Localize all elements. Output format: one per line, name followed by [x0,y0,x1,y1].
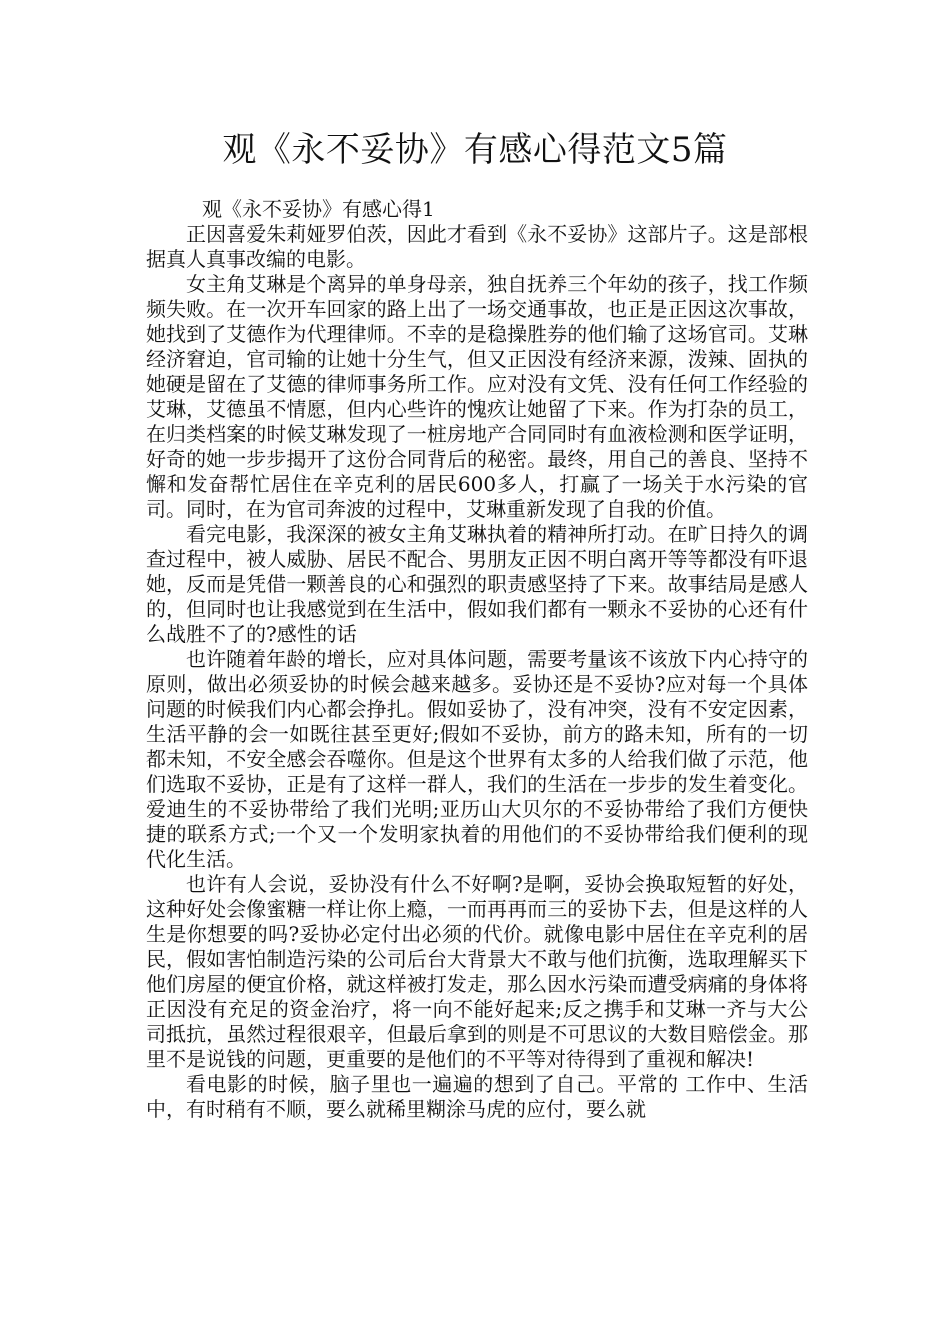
paragraph: 女主角艾琳是个离异的单身母亲，独自抚养三个年幼的孩子，找工作频频失败。在一次开车回家的路上出了一场交通事故，也正是正因这次事故，她找到了艾德作为代理律师。不幸的是稳操胜券的他们输了这场官司。艾琳经济窘迫，官司输的让她十分生气，但又正因没有经济来源，泼辣、固执的她硬是留在了艾德的律师事务所工作。应对没有文凭、没有任何工作经验的艾琳，艾德虽不情愿，但内心些许的愧疚让她留了下来。作为打杂的员工，在归类档案的时候艾琳发现了一桩房地产合同同时有血液检测和医学证明，好奇的她一步步揭开了这份合同背后的秘密。最终，用自己的善良、坚持不懈和发奋帮忙居住在辛克利的居民600多人，打赢了一场关于水污染的官司。同时，在为官司奔波的过程中，艾琳重新发现了自我的价值。 [146,272,808,521]
paragraph: 看完电影，我深深的被女主角艾琳执着的精神所打动。在旷日持久的调查过程中，被人威胁、居民不配合、男朋友正因不明白离开等等都没有吓退她，反而是凭借一颗善良的心和强烈的职责感坚持了下来。故事结局是感人的，但同时也让我感觉到在生活中，假如我们都有一颗永不妥协的心还有什么战胜不了的?感性的话 [146,522,808,646]
document-body [146,197,808,1122]
paragraph: 也许有人会说，妥协没有什么不好啊?是啊，妥协会换取短暂的好处，这种好处会像蜜糖一样让你上瘾，一而再再而三的妥协下去，但是这样的人生是你想要的吗?妥协必定付出必须的代价。就像电影中居住在辛克利的居民，假如害怕制造污染的公司后台大背景大不敢与他们抗衡，选取理解买下他们房屋的便宜价格，就这样被打发走，那么因水污染而遭受病痛的身体将正因没有充足的资金治疗，将一向不能好起来;反之携手和艾琳一齐与大公司抵抗，虽然过程很艰辛，但最后拿到的则是不可思议的大数目赔偿金。那里不是说钱的问题，更重要的是他们的不平等对待得到了重视和解决! [146,872,808,1071]
paragraph: 正因喜爱朱莉娅罗伯茨，因此才看到《永不妥协》这部片子。这是部根据真人真事改编的电影。 [146,222,808,271]
document-title: 观《永不妥协》有感心得范文5篇 [222,130,728,170]
paragraph: 也许随着年龄的增长，应对具体问题，需要考量该不该放下内心持守的原则，做出必须妥协的时候会越来越多。妥协还是不妥协?应对每一个具体问题的时候我们内心都会挣扎。假如妥协了，没有冲突，没有不安定因素，生活平静的会一如既往甚至更好;假如不妥协，前方的路未知，所有的一切都未知，不安全感会吞噬你。但是这个世界有太多的人给我们做了示范，他们选取不妥协，正是有了这样一群人，我们的生活在一步步的发生着变化。爱迪生的不妥协带给了我们光明;亚历山大贝尔的不妥协带给了我们方便快捷的联系方式;一个又一个发明家执着的用他们的不妥协带给我们便利的现代化生活。 [146,647,808,871]
section-heading: 观《永不妥协》有感心得1 [202,197,435,221]
paragraph: 看电影的时候，脑子里也一遍遍的想到了自己。平常的 工作中、生活中，有时稍有不顺，要么就稀里糊涂马虎的应付，要么就 [146,1072,808,1121]
